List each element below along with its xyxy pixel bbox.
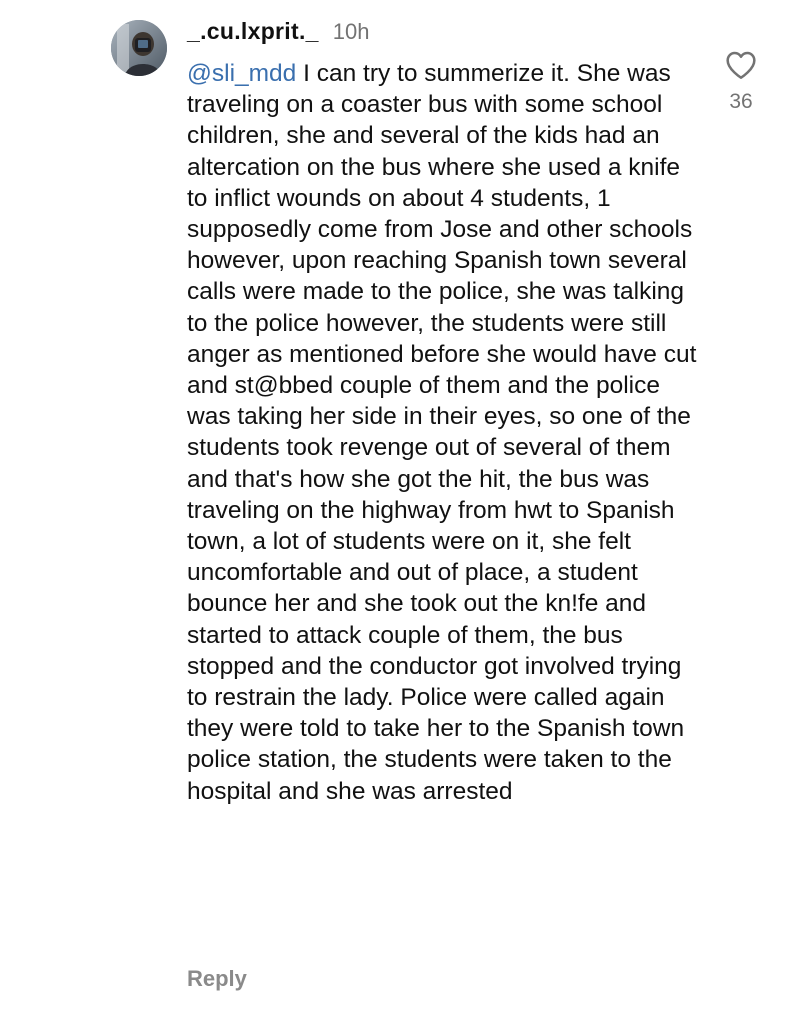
comment-username[interactable]: _.cu.lxprit._ [187,18,319,44]
like-control [716,50,766,114]
avatar-photo-icon [111,20,167,76]
like-count: 36 [729,90,753,113]
reply-button[interactable]: Reply [187,966,247,991]
heart-outline-icon[interactable] [725,50,757,80]
mention-link[interactable]: @sli_mdd [187,60,297,87]
comment-body [187,18,697,807]
comment-text [187,58,697,807]
user-avatar[interactable] [111,20,167,76]
comment-meta [187,18,697,52]
comment-timestamp: 10h [332,19,370,44]
comment-text-content: I can try to summerize it. She was traveling on a coaster bus with some school children, she and several of the kids had an altercation on the bus where she used a knife to inflict wounds on about 4 students, 1 supposedly come from Jose and other schools however, upon reaching Spanish town several calls were made to the police, she was talking to the police however, the students were still anger as mentioned before she would have cut and st@bbed couple of them and the police was taking her side in their eyes, so one of the students took revenge out of several of them and that's how she got the hit, the bus was traveling on the highway from hwt to Spanish town, a lot of students were on it, she felt uncomfortable and out of place, a student bounce her and she took out the kn!fe and started to attack couple of them, the bus stopped and the conductor got involved trying to restrain the lady. Police were called again they were told to take her to the Spanish town police station, the students were taken to the hospital and she was arrested [187,60,697,805]
